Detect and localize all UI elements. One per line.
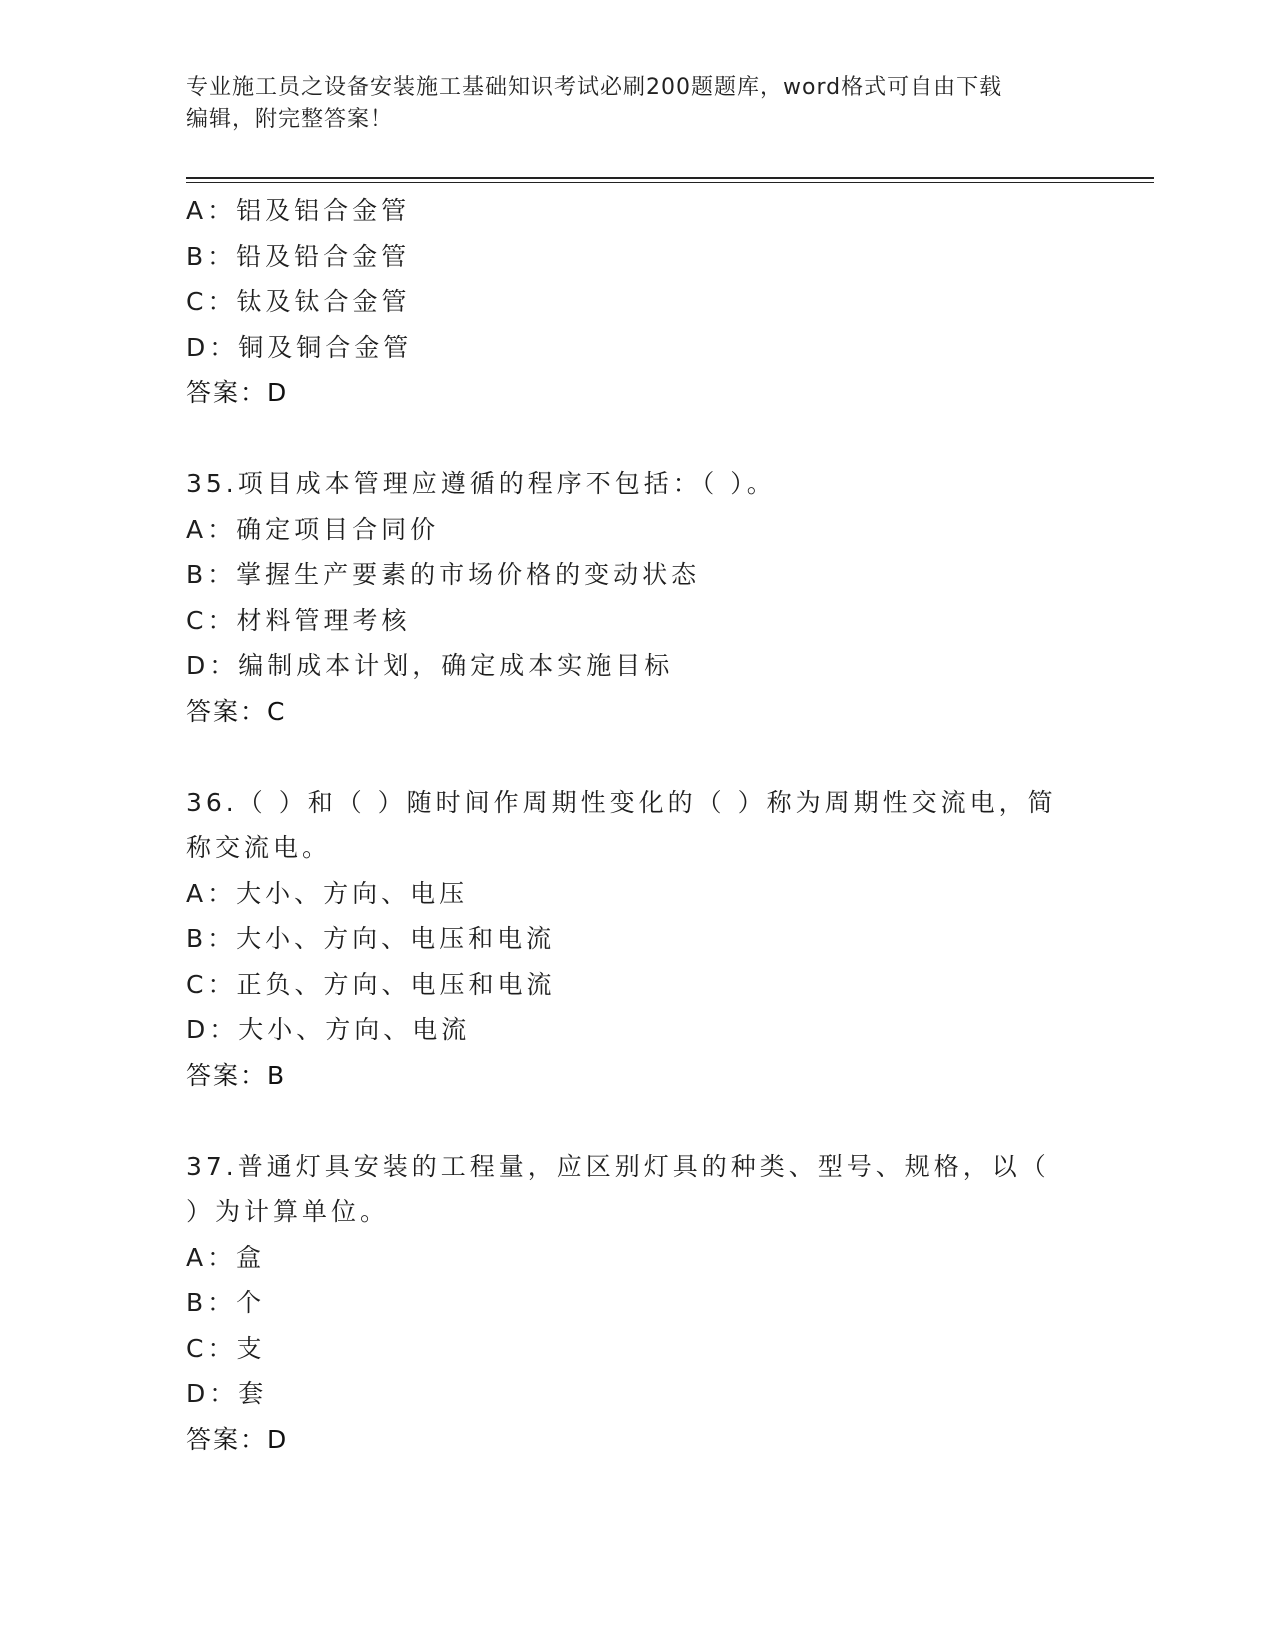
spacer <box>186 416 1086 462</box>
option-a <box>186 871 1086 917</box>
option-key: D： <box>186 1379 239 1408</box>
question-34 <box>186 188 1086 416</box>
option-a <box>186 188 1086 234</box>
option-text: 大小、方向、电流 <box>238 1015 471 1044</box>
option-key: A： <box>186 1242 237 1272</box>
option-text: 掌握生产要素的市场价格的变动状态 <box>236 560 701 589</box>
answer-line: 答案：D <box>186 1424 289 1454</box>
option-key: D： <box>186 651 239 680</box>
option-key: C： <box>186 605 237 635</box>
option-c <box>186 962 1086 1008</box>
option-text: 材料管理考核 <box>236 605 411 635</box>
question-text: 35.项目成本管理应遵循的程序不包括：（ ）。 <box>186 469 776 498</box>
option-a <box>186 507 1086 553</box>
option-text: 大小、方向、电压 <box>236 878 469 908</box>
option-text: 大小、方向、电压和电流 <box>236 924 556 953</box>
option-text: 盒 <box>236 1242 266 1272</box>
option-b <box>186 234 1086 280</box>
option-d <box>186 1007 1086 1053</box>
option-text: 确定项目合同价 <box>236 514 440 544</box>
option-b <box>186 552 1086 598</box>
question-text-line-1: 37.普通灯具安装的工程量，应区别灯具的种类、型号、规格，以（ <box>186 1151 1050 1181</box>
option-key: A： <box>186 514 237 544</box>
header-divider-thick <box>186 177 1154 179</box>
answer-line: 答案：C <box>186 696 287 726</box>
question-36 <box>186 780 1086 1099</box>
question-text-line-1: 36.（ ）和（ ）随时间作周期性变化的（ ）称为周期性交流电，简 <box>186 787 1057 817</box>
option-text: 正负、方向、电压和电流 <box>236 969 556 999</box>
option-key: D： <box>186 332 239 362</box>
spacer <box>186 1098 1086 1144</box>
option-key: B： <box>186 1288 237 1317</box>
option-text: 铅及铅合金管 <box>236 241 411 271</box>
option-key: B： <box>186 924 237 953</box>
question-text-line-2: 称交流电。 <box>186 833 332 862</box>
option-text: 钛及钛合金管 <box>236 287 411 316</box>
question-37 <box>186 1144 1086 1463</box>
header-divider-thin <box>186 182 1154 183</box>
option-text: 个 <box>236 1288 266 1317</box>
option-text: 编制成本计划，确定成本实施目标 <box>238 651 674 680</box>
option-key: A： <box>186 878 237 908</box>
option-key: D： <box>186 1015 239 1044</box>
option-key: C： <box>186 1333 237 1363</box>
spacer <box>186 734 1086 780</box>
answer-line: 答案：B <box>186 1060 287 1090</box>
option-d <box>186 1371 1086 1417</box>
option-key: C： <box>186 969 237 999</box>
option-text: 支 <box>236 1333 266 1363</box>
option-c <box>186 598 1086 644</box>
option-text: 铜及铜合金管 <box>238 332 413 362</box>
option-d <box>186 325 1086 371</box>
option-text: 套 <box>238 1379 268 1408</box>
option-b <box>186 916 1086 962</box>
question-35 <box>186 461 1086 734</box>
option-c <box>186 1326 1086 1372</box>
option-text: 铝及铝合金管 <box>236 196 411 225</box>
option-d <box>186 643 1086 689</box>
header-line-2: 编辑，附完整答案！ <box>186 107 394 132</box>
option-key: C： <box>186 287 237 316</box>
answer-line: 答案：D <box>186 378 289 407</box>
option-b <box>186 1280 1086 1326</box>
option-c <box>186 279 1086 325</box>
option-key: B： <box>186 560 237 589</box>
question-text-line-2: ）为计算单位。 <box>186 1197 390 1226</box>
header-line-1: 专业施工员之设备安装施工基础知识考试必刷200题题库，word格式可自由下载 <box>186 75 1003 100</box>
option-key: A： <box>186 196 237 225</box>
option-a <box>186 1235 1086 1281</box>
question-list <box>186 188 1086 1462</box>
document-header <box>186 72 1086 136</box>
option-key: B： <box>186 241 237 271</box>
